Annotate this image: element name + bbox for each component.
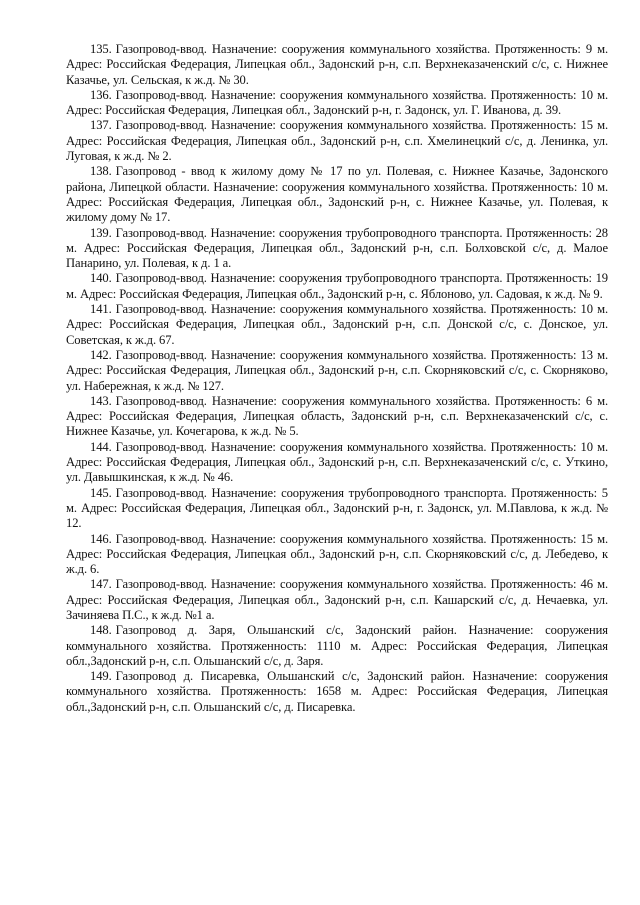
item-text: Газопровод-ввод. Назначение: сооружения коммунального хозяйства. Протяженность: 10 м. Адрес: Российская Федерация, Липецкая обл., Задонский р-н, г. Задонск, ул. Г. Иванова, д. 39.	[66, 87, 608, 118]
item-number: 146.	[90, 531, 112, 546]
item-text: Газопровод-ввод. Назначение: сооружения коммунального хозяйства. Протяженность: 15 м. Адрес: Российская Федерация, Липецкая обл., Задонский р-н, с.п. Хмелинецкий с/с, д. Ленинка, ул. Луговая, к ж.д. № 2.	[66, 118, 608, 164]
item-number: 141.	[90, 302, 112, 317]
list-item-142	[66, 348, 608, 394]
item-number: 149.	[90, 669, 112, 684]
item-number: 135.	[90, 42, 112, 56]
document-page	[66, 42, 608, 715]
item-number: 142.	[90, 347, 112, 362]
item-text: Газопровод-ввод. Назначение: сооружения коммунального хозяйства. Протяженность: 13 м. Адрес: Российская Федерация, Липецкая обл., Задонский р-н, с.п. Скорняковский с/с, с. Скорняково, ул. Набережная, к ж.д. № 127.	[66, 347, 608, 393]
list-item-136	[66, 88, 608, 119]
list-item-141	[66, 302, 608, 348]
item-text: Газопровод-ввод. Назначение: сооружения коммунального хозяйства. Протяженность: 6 м. Адрес: Российская Федерация, Липецкая область, Задонский р-н, с.п. Верхнеказаченский с/с, с. Нижнее Казачье, ул. Кочегарова, к ж.д. № 5.	[66, 393, 608, 439]
item-number: 145.	[90, 485, 112, 500]
item-number: 147.	[90, 577, 112, 592]
list-item-147	[66, 577, 608, 623]
item-number: 143.	[90, 393, 112, 408]
item-number: 140.	[90, 271, 112, 286]
list-item-149	[66, 669, 608, 715]
item-text: Газопровод - ввод к жилому дому № 17 по ул. Полевая, с. Нижнее Казачье, Задонского района, Липецкой области. Назначение: сооружения коммунального хозяйства. Протяженность: 10 м. Адрес: Российская Федерация, Липецкая обл., Задонский р-н, с. Нижнее Казачье, ул. Полевая, к жилому дому № 17.	[66, 164, 608, 225]
item-text: Газопровод д. Заря, Ольшанский с/с, Задонский район. Назначение: сооружения коммунального хозяйства. Протяженность: 1110 м. Адрес: Российская Федерация, Липецкая обл.,Задонский р-н, с.п. Ольшанский с/с, д. Заря.	[66, 623, 608, 668]
item-text: Газопровод-ввод. Назначение: сооружения коммунального хозяйства. Протяженность: 10 м. Адрес: Российская Федерация, Липецкая обл., Задонский р-н, с.п. Верхнеказаченский с/с, с. Уткино, ул. Давышкинская, к ж.д. № 46.	[66, 439, 608, 485]
item-number: 138.	[90, 164, 112, 179]
list-item-135	[66, 42, 608, 88]
list-item-140	[66, 271, 608, 302]
item-text: Газопровод-ввод. Назначение: сооружения трубопроводного транспорта. Протяженность: 5 м. Адрес: Российская Федерация, Липецкая обл., Задонский р-н, г. Задонск, ул. М.Павлова, к ж.д. № 12.	[66, 485, 608, 531]
list-item-144	[66, 440, 608, 486]
list-item-146	[66, 532, 608, 578]
item-number: 136.	[90, 87, 112, 102]
list-item-137	[66, 118, 608, 164]
list-item-143	[66, 394, 608, 440]
item-text: Газопровод-ввод. Назначение: сооружения коммунального хозяйства. Протяженность: 46 м. Адрес: Российская Федерация, Липецкая обл., Задонский р-н, с.п. Кашарский с/с, д. Нечаевка, ул. Зачиняева П.С., к ж.д. №1 а.	[66, 577, 608, 622]
item-text: Газопровод-ввод. Назначение: сооружения коммунального хозяйства. Протяженность: 15 м. Адрес: Российская Федерация, Липецкая обл., Задонский р-н, с.п. Скорняковский с/с, д. Лебедево, к ж.д. 6.	[66, 531, 608, 577]
list-item-148	[66, 623, 608, 669]
item-number: 148.	[90, 623, 112, 638]
item-text: Газопровод-ввод. Назначение: сооружения коммунального хозяйства. Протяженность: 10 м. Адрес: Российская Федерация, Липецкая обл., Задонский р-н, с.п. Донской с/с, с. Донское, ул. Советская, к ж.д. 67.	[66, 302, 608, 347]
item-number: 137.	[90, 118, 112, 133]
item-number: 139.	[90, 225, 112, 240]
item-number: 144.	[90, 439, 112, 454]
item-text: Газопровод-ввод. Назначение: сооружения трубопроводного транспорта. Протяженность: 28 м. Адрес: Российская Федерация, Липецкая обл., Задонский р-н, с.п. Болховской с/с, д. Малое Панарино, ул. Полевая, к д. 1 а.	[66, 225, 608, 271]
item-text: Газопровод-ввод. Назначение: сооружения трубопроводного транспорта. Протяженность: 19 м. Адрес: Российская Федерация, Липецкая обл., Задонский р-н, с. Яблоново, ул. Садовая, к ж.д. № 9.	[66, 271, 608, 301]
list-item-145	[66, 486, 608, 532]
list-item-139	[66, 226, 608, 272]
item-text: Газопровод д. Писаревка, Ольшанский с/с, Задонский район. Назначение: сооружения коммунального хозяйства. Протяженность: 1658 м. Адрес: Российская Федерация, Липецкая обл.,Задонский р-н, с.п. Ольшанский с/с, д. Писаревка.	[66, 669, 608, 714]
list-item-138	[66, 164, 608, 225]
item-text: Газопровод-ввод. Назначение: сооружения коммунального хозяйства. Протяженность: 9 м. Адрес: Российская Федерация, Липецкая обл., Задонский р-н, с.п. Верхнеказаченский с/с, с. Нижнее Казачье, ул. Сельская, к ж.д. № 30.	[66, 42, 608, 87]
